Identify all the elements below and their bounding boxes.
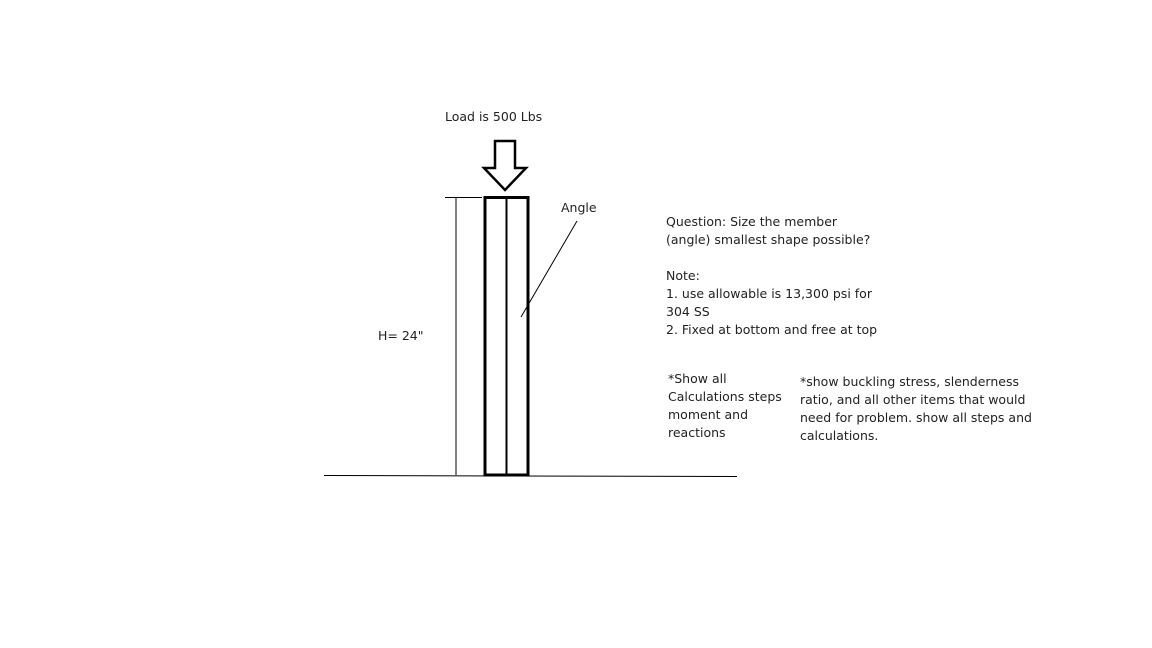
- height-label: H= 24": [378, 328, 424, 343]
- buckling-note-line: *show buckling stress, slenderness: [800, 374, 1019, 389]
- question-text: [666, 213, 870, 249]
- buckling-note-text: [800, 373, 1032, 445]
- note-text: [666, 267, 877, 339]
- ground-line: [324, 476, 737, 477]
- buckling-note-line: calculations.: [800, 428, 879, 443]
- buckling-note-line: need for problem. show all steps and: [800, 410, 1032, 425]
- calc-note-line: reactions: [668, 425, 726, 440]
- note-line: 304 SS: [666, 304, 710, 319]
- question-line: Question: Size the member: [666, 214, 838, 229]
- angle-member: [485, 198, 528, 476]
- note-line: 2. Fixed at bottom and free at top: [666, 322, 878, 337]
- question-line: (angle) smallest shape possible?: [666, 232, 871, 247]
- note-line: 1. use allowable is 13,300 psi for: [666, 286, 872, 301]
- height-dimension: [445, 198, 482, 476]
- angle-label: Angle: [561, 200, 597, 215]
- buckling-note-line: ratio, and all other items that would: [800, 392, 1026, 407]
- calc-note-line: *Show all: [668, 371, 727, 386]
- calc-note-line: moment and: [668, 407, 749, 422]
- calc-note-line: Calculations steps: [668, 389, 782, 404]
- calc-note-text: [668, 370, 782, 442]
- load-arrow-icon: [484, 141, 526, 190]
- load-label: Load is 500 Lbs: [445, 109, 543, 124]
- note-line: Note:: [666, 268, 700, 283]
